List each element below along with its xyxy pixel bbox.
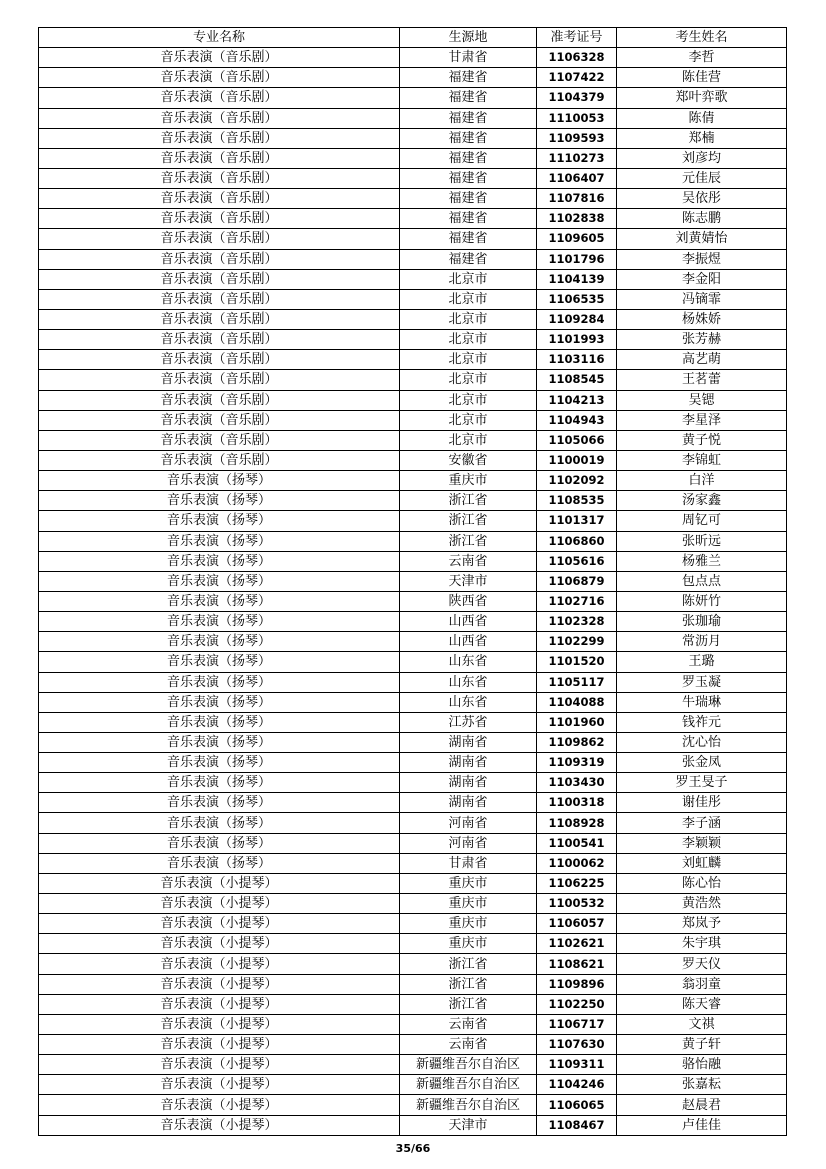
table-row: [39, 229, 787, 249]
student-name-cell: 元佳辰: [617, 168, 787, 188]
exam-id-cell: 1106225: [537, 873, 617, 893]
table-row: [39, 1075, 787, 1095]
origin-cell: 福建省: [400, 108, 537, 128]
exam-id-cell: 1100532: [537, 894, 617, 914]
student-name-cell: 黄子悦: [617, 430, 787, 450]
major-cell: 音乐表演（小提琴）: [39, 1055, 400, 1075]
student-name-cell: 李颖颖: [617, 833, 787, 853]
table-row: [39, 853, 787, 873]
student-name-cell: 卢佳佳: [617, 1115, 787, 1135]
table-row: [39, 571, 787, 591]
major-cell: 音乐表演（音乐剧）: [39, 350, 400, 370]
exam-id-cell: 1102838: [537, 209, 617, 229]
major-cell: 音乐表演（音乐剧）: [39, 370, 400, 390]
table-row: [39, 632, 787, 652]
origin-cell: 甘肃省: [400, 853, 537, 873]
admission-list-table: [38, 27, 787, 1136]
origin-cell: 江苏省: [400, 712, 537, 732]
table-row: [39, 591, 787, 611]
exam-id-cell: 1105117: [537, 672, 617, 692]
student-name-cell: 赵晨君: [617, 1095, 787, 1115]
table-row: [39, 390, 787, 410]
exam-id-cell: 1107422: [537, 68, 617, 88]
table-row: [39, 209, 787, 229]
exam-id-cell: 1100019: [537, 450, 617, 470]
major-cell: 音乐表演（小提琴）: [39, 914, 400, 934]
major-cell: 音乐表演（音乐剧）: [39, 189, 400, 209]
student-name-cell: 白洋: [617, 471, 787, 491]
exam-id-cell: 1108621: [537, 954, 617, 974]
student-name-cell: 钱祚元: [617, 712, 787, 732]
student-name-cell: 张芳赫: [617, 330, 787, 350]
major-cell: 音乐表演（音乐剧）: [39, 128, 400, 148]
student-name-cell: 陈天睿: [617, 994, 787, 1014]
student-name-cell: 黄子轩: [617, 1035, 787, 1055]
major-cell: 音乐表演（小提琴）: [39, 894, 400, 914]
student-name-cell: 沈心怡: [617, 732, 787, 752]
student-name-cell: 刘黄婧怡: [617, 229, 787, 249]
origin-cell: 浙江省: [400, 531, 537, 551]
major-cell: 音乐表演（音乐剧）: [39, 68, 400, 88]
header-major: 专业名称: [39, 28, 400, 48]
table-row: [39, 471, 787, 491]
major-cell: 音乐表演（音乐剧）: [39, 309, 400, 329]
student-name-cell: 包点点: [617, 571, 787, 591]
table-row: [39, 994, 787, 1014]
exam-id-cell: 1109605: [537, 229, 617, 249]
student-name-cell: 张珈瑜: [617, 612, 787, 632]
student-name-cell: 李金阳: [617, 269, 787, 289]
origin-cell: 云南省: [400, 1035, 537, 1055]
student-name-cell: 翁羽童: [617, 974, 787, 994]
exam-id-cell: 1104246: [537, 1075, 617, 1095]
student-name-cell: 王璐: [617, 652, 787, 672]
table-row: [39, 68, 787, 88]
origin-cell: 山东省: [400, 652, 537, 672]
table-row: [39, 974, 787, 994]
origin-cell: 北京市: [400, 309, 537, 329]
student-name-cell: 吴依彤: [617, 189, 787, 209]
student-name-cell: 谢佳彤: [617, 793, 787, 813]
student-name-cell: 郑叶弈歌: [617, 88, 787, 108]
exam-id-cell: 1101960: [537, 712, 617, 732]
major-cell: 音乐表演（音乐剧）: [39, 330, 400, 350]
table-row: [39, 330, 787, 350]
major-cell: 音乐表演（扬琴）: [39, 813, 400, 833]
student-name-cell: 陈妍竹: [617, 591, 787, 611]
table-row: [39, 370, 787, 390]
origin-cell: 安徽省: [400, 450, 537, 470]
origin-cell: 重庆市: [400, 471, 537, 491]
student-name-cell: 高艺萌: [617, 350, 787, 370]
exam-id-cell: 1106879: [537, 571, 617, 591]
major-cell: 音乐表演（音乐剧）: [39, 410, 400, 430]
origin-cell: 新疆维吾尔自治区: [400, 1095, 537, 1115]
student-name-cell: 杨雅兰: [617, 551, 787, 571]
major-cell: 音乐表演（扬琴）: [39, 753, 400, 773]
origin-cell: 甘肃省: [400, 48, 537, 68]
table-row: [39, 732, 787, 752]
major-cell: 音乐表演（小提琴）: [39, 1095, 400, 1115]
student-name-cell: 罗玉凝: [617, 672, 787, 692]
origin-cell: 新疆维吾尔自治区: [400, 1075, 537, 1095]
origin-cell: 重庆市: [400, 934, 537, 954]
table-row: [39, 148, 787, 168]
exam-id-cell: 1106065: [537, 1095, 617, 1115]
student-name-cell: 黄浩然: [617, 894, 787, 914]
origin-cell: 湖南省: [400, 793, 537, 813]
student-name-cell: 吴锶: [617, 390, 787, 410]
major-cell: 音乐表演（音乐剧）: [39, 229, 400, 249]
student-name-cell: 刘彦均: [617, 148, 787, 168]
major-cell: 音乐表演（音乐剧）: [39, 249, 400, 269]
origin-cell: 福建省: [400, 68, 537, 88]
origin-cell: 北京市: [400, 370, 537, 390]
exam-id-cell: 1108535: [537, 491, 617, 511]
student-name-cell: 骆怡融: [617, 1055, 787, 1075]
table-row: [39, 450, 787, 470]
major-cell: 音乐表演（小提琴）: [39, 934, 400, 954]
major-cell: 音乐表演（小提琴）: [39, 873, 400, 893]
origin-cell: 福建省: [400, 249, 537, 269]
table-row: [39, 672, 787, 692]
table-row: [39, 350, 787, 370]
origin-cell: 浙江省: [400, 954, 537, 974]
origin-cell: 重庆市: [400, 914, 537, 934]
major-cell: 音乐表演（音乐剧）: [39, 168, 400, 188]
major-cell: 音乐表演（小提琴）: [39, 1014, 400, 1034]
major-cell: 音乐表演（扬琴）: [39, 591, 400, 611]
exam-id-cell: 1105066: [537, 430, 617, 450]
origin-cell: 福建省: [400, 209, 537, 229]
table-row: [39, 551, 787, 571]
table-row: [39, 894, 787, 914]
major-cell: 音乐表演（扬琴）: [39, 632, 400, 652]
major-cell: 音乐表演（扬琴）: [39, 833, 400, 853]
table-row: [39, 1055, 787, 1075]
origin-cell: 北京市: [400, 269, 537, 289]
origin-cell: 湖南省: [400, 753, 537, 773]
table-row: [39, 1035, 787, 1055]
table-row: [39, 914, 787, 934]
header-origin: 生源地: [400, 28, 537, 48]
table-row: [39, 954, 787, 974]
student-name-cell: 刘虹麟: [617, 853, 787, 873]
student-name-cell: 张昕远: [617, 531, 787, 551]
student-name-cell: 常沥月: [617, 632, 787, 652]
origin-cell: 云南省: [400, 551, 537, 571]
major-cell: 音乐表演（音乐剧）: [39, 148, 400, 168]
exam-id-cell: 1102299: [537, 632, 617, 652]
table-row: [39, 531, 787, 551]
table-row: [39, 873, 787, 893]
table-row: [39, 753, 787, 773]
student-name-cell: 冯镝霏: [617, 289, 787, 309]
table-row: [39, 833, 787, 853]
major-cell: 音乐表演（扬琴）: [39, 672, 400, 692]
table-row: [39, 249, 787, 269]
major-cell: 音乐表演（小提琴）: [39, 1115, 400, 1135]
table-row: [39, 511, 787, 531]
origin-cell: 河南省: [400, 833, 537, 853]
table-row: [39, 189, 787, 209]
table-row: [39, 491, 787, 511]
exam-id-cell: 1104139: [537, 269, 617, 289]
table-row: [39, 934, 787, 954]
student-name-cell: 罗王旻子: [617, 773, 787, 793]
major-cell: 音乐表演（音乐剧）: [39, 450, 400, 470]
major-cell: 音乐表演（扬琴）: [39, 551, 400, 571]
page-number: 35/66: [395, 1142, 431, 1155]
origin-cell: 云南省: [400, 1014, 537, 1034]
major-cell: 音乐表演（音乐剧）: [39, 48, 400, 68]
major-cell: 音乐表演（扬琴）: [39, 612, 400, 632]
exam-id-cell: 1104943: [537, 410, 617, 430]
origin-cell: 山东省: [400, 692, 537, 712]
table-row: [39, 88, 787, 108]
table-row: [39, 793, 787, 813]
exam-id-cell: 1110053: [537, 108, 617, 128]
exam-id-cell: 1105616: [537, 551, 617, 571]
student-name-cell: 李哲: [617, 48, 787, 68]
table-row: [39, 692, 787, 712]
exam-id-cell: 1109319: [537, 753, 617, 773]
student-name-cell: 陈倩: [617, 108, 787, 128]
student-name-cell: 李振煜: [617, 249, 787, 269]
table-row: [39, 1014, 787, 1034]
student-name-cell: 罗天仪: [617, 954, 787, 974]
origin-cell: 北京市: [400, 350, 537, 370]
exam-id-cell: 1108467: [537, 1115, 617, 1135]
table-row: [39, 652, 787, 672]
origin-cell: 湖南省: [400, 732, 537, 752]
origin-cell: 北京市: [400, 410, 537, 430]
origin-cell: 福建省: [400, 189, 537, 209]
origin-cell: 浙江省: [400, 994, 537, 1014]
table-row: [39, 48, 787, 68]
table-row: [39, 168, 787, 188]
origin-cell: 湖南省: [400, 773, 537, 793]
student-name-cell: 李锦虹: [617, 450, 787, 470]
student-name-cell: 陈志鹏: [617, 209, 787, 229]
origin-cell: 天津市: [400, 1115, 537, 1135]
student-name-cell: 杨姝娇: [617, 309, 787, 329]
origin-cell: 重庆市: [400, 894, 537, 914]
student-name-cell: 郑岚予: [617, 914, 787, 934]
table-row: [39, 430, 787, 450]
exam-id-cell: 1108928: [537, 813, 617, 833]
major-cell: 音乐表演（扬琴）: [39, 471, 400, 491]
student-name-cell: 周钇可: [617, 511, 787, 531]
major-cell: 音乐表演（扬琴）: [39, 793, 400, 813]
major-cell: 音乐表演（音乐剧）: [39, 209, 400, 229]
major-cell: 音乐表演（音乐剧）: [39, 390, 400, 410]
major-cell: 音乐表演（音乐剧）: [39, 269, 400, 289]
table-row: [39, 712, 787, 732]
exam-id-cell: 1100541: [537, 833, 617, 853]
student-name-cell: 王茗蕾: [617, 370, 787, 390]
student-name-cell: 汤家鑫: [617, 491, 787, 511]
exam-id-cell: 1102716: [537, 591, 617, 611]
student-name-cell: 李子涵: [617, 813, 787, 833]
exam-id-cell: 1100318: [537, 793, 617, 813]
exam-id-cell: 1101520: [537, 652, 617, 672]
table-row: [39, 309, 787, 329]
exam-id-cell: 1102621: [537, 934, 617, 954]
major-cell: 音乐表演（扬琴）: [39, 491, 400, 511]
header-exam-id: 准考证号: [537, 28, 617, 48]
table-row: [39, 410, 787, 430]
major-cell: 音乐表演（音乐剧）: [39, 430, 400, 450]
exam-id-cell: 1102328: [537, 612, 617, 632]
table-row: [39, 813, 787, 833]
student-name-cell: 张嘉耘: [617, 1075, 787, 1095]
header-name: 考生姓名: [617, 28, 787, 48]
major-cell: 音乐表演（小提琴）: [39, 994, 400, 1014]
exam-id-cell: 1109284: [537, 309, 617, 329]
major-cell: 音乐表演（扬琴）: [39, 692, 400, 712]
major-cell: 音乐表演（音乐剧）: [39, 88, 400, 108]
student-name-cell: 李星泽: [617, 410, 787, 430]
student-name-cell: 郑楠: [617, 128, 787, 148]
exam-id-cell: 1106328: [537, 48, 617, 68]
origin-cell: 福建省: [400, 168, 537, 188]
table-row: [39, 289, 787, 309]
major-cell: 音乐表演（小提琴）: [39, 974, 400, 994]
table-row: [39, 269, 787, 289]
origin-cell: 北京市: [400, 330, 537, 350]
origin-cell: 浙江省: [400, 511, 537, 531]
major-cell: 音乐表演（扬琴）: [39, 773, 400, 793]
student-name-cell: 牛瑞琳: [617, 692, 787, 712]
exam-id-cell: 1104088: [537, 692, 617, 712]
exam-id-cell: 1103430: [537, 773, 617, 793]
major-cell: 音乐表演（扬琴）: [39, 712, 400, 732]
exam-id-cell: 1102092: [537, 471, 617, 491]
exam-id-cell: 1102250: [537, 994, 617, 1014]
origin-cell: 浙江省: [400, 491, 537, 511]
major-cell: 音乐表演（小提琴）: [39, 1035, 400, 1055]
exam-id-cell: 1100062: [537, 853, 617, 873]
exam-id-cell: 1106717: [537, 1014, 617, 1034]
major-cell: 音乐表演（扬琴）: [39, 853, 400, 873]
origin-cell: 福建省: [400, 148, 537, 168]
exam-id-cell: 1104379: [537, 88, 617, 108]
exam-id-cell: 1109593: [537, 128, 617, 148]
exam-id-cell: 1103116: [537, 350, 617, 370]
exam-id-cell: 1106535: [537, 289, 617, 309]
major-cell: 音乐表演（小提琴）: [39, 1075, 400, 1095]
origin-cell: 山西省: [400, 632, 537, 652]
table-row: [39, 108, 787, 128]
origin-cell: 新疆维吾尔自治区: [400, 1055, 537, 1075]
major-cell: 音乐表演（小提琴）: [39, 954, 400, 974]
student-name-cell: 朱宇琪: [617, 934, 787, 954]
origin-cell: 天津市: [400, 571, 537, 591]
table-row: [39, 612, 787, 632]
exam-id-cell: 1110273: [537, 148, 617, 168]
origin-cell: 重庆市: [400, 873, 537, 893]
origin-cell: 北京市: [400, 430, 537, 450]
exam-id-cell: 1109896: [537, 974, 617, 994]
exam-id-cell: 1101993: [537, 330, 617, 350]
exam-id-cell: 1104213: [537, 390, 617, 410]
origin-cell: 陕西省: [400, 591, 537, 611]
origin-cell: 福建省: [400, 128, 537, 148]
student-name-cell: 文祺: [617, 1014, 787, 1034]
table-body: [39, 48, 787, 1136]
major-cell: 音乐表演（扬琴）: [39, 531, 400, 551]
major-cell: 音乐表演（扬琴）: [39, 652, 400, 672]
origin-cell: 浙江省: [400, 974, 537, 994]
exam-id-cell: 1107630: [537, 1035, 617, 1055]
major-cell: 音乐表演（扬琴）: [39, 571, 400, 591]
origin-cell: 山西省: [400, 612, 537, 632]
table-row: [39, 1095, 787, 1115]
origin-cell: 河南省: [400, 813, 537, 833]
exam-id-cell: 1101796: [537, 249, 617, 269]
origin-cell: 福建省: [400, 229, 537, 249]
exam-id-cell: 1108545: [537, 370, 617, 390]
origin-cell: 山东省: [400, 672, 537, 692]
major-cell: 音乐表演（扬琴）: [39, 732, 400, 752]
table-header-row: [39, 28, 787, 48]
major-cell: 音乐表演（音乐剧）: [39, 289, 400, 309]
major-cell: 音乐表演（音乐剧）: [39, 108, 400, 128]
table-row: [39, 128, 787, 148]
table-row: [39, 773, 787, 793]
exam-id-cell: 1106057: [537, 914, 617, 934]
origin-cell: 北京市: [400, 289, 537, 309]
student-name-cell: 陈心怡: [617, 873, 787, 893]
origin-cell: 福建省: [400, 88, 537, 108]
exam-id-cell: 1106860: [537, 531, 617, 551]
origin-cell: 北京市: [400, 390, 537, 410]
student-name-cell: 陈佳营: [617, 68, 787, 88]
table-row: [39, 1115, 787, 1135]
exam-id-cell: 1109311: [537, 1055, 617, 1075]
exam-id-cell: 1109862: [537, 732, 617, 752]
exam-id-cell: 1101317: [537, 511, 617, 531]
student-name-cell: 张金凤: [617, 753, 787, 773]
exam-id-cell: 1107816: [537, 189, 617, 209]
exam-id-cell: 1106407: [537, 168, 617, 188]
major-cell: 音乐表演（扬琴）: [39, 511, 400, 531]
